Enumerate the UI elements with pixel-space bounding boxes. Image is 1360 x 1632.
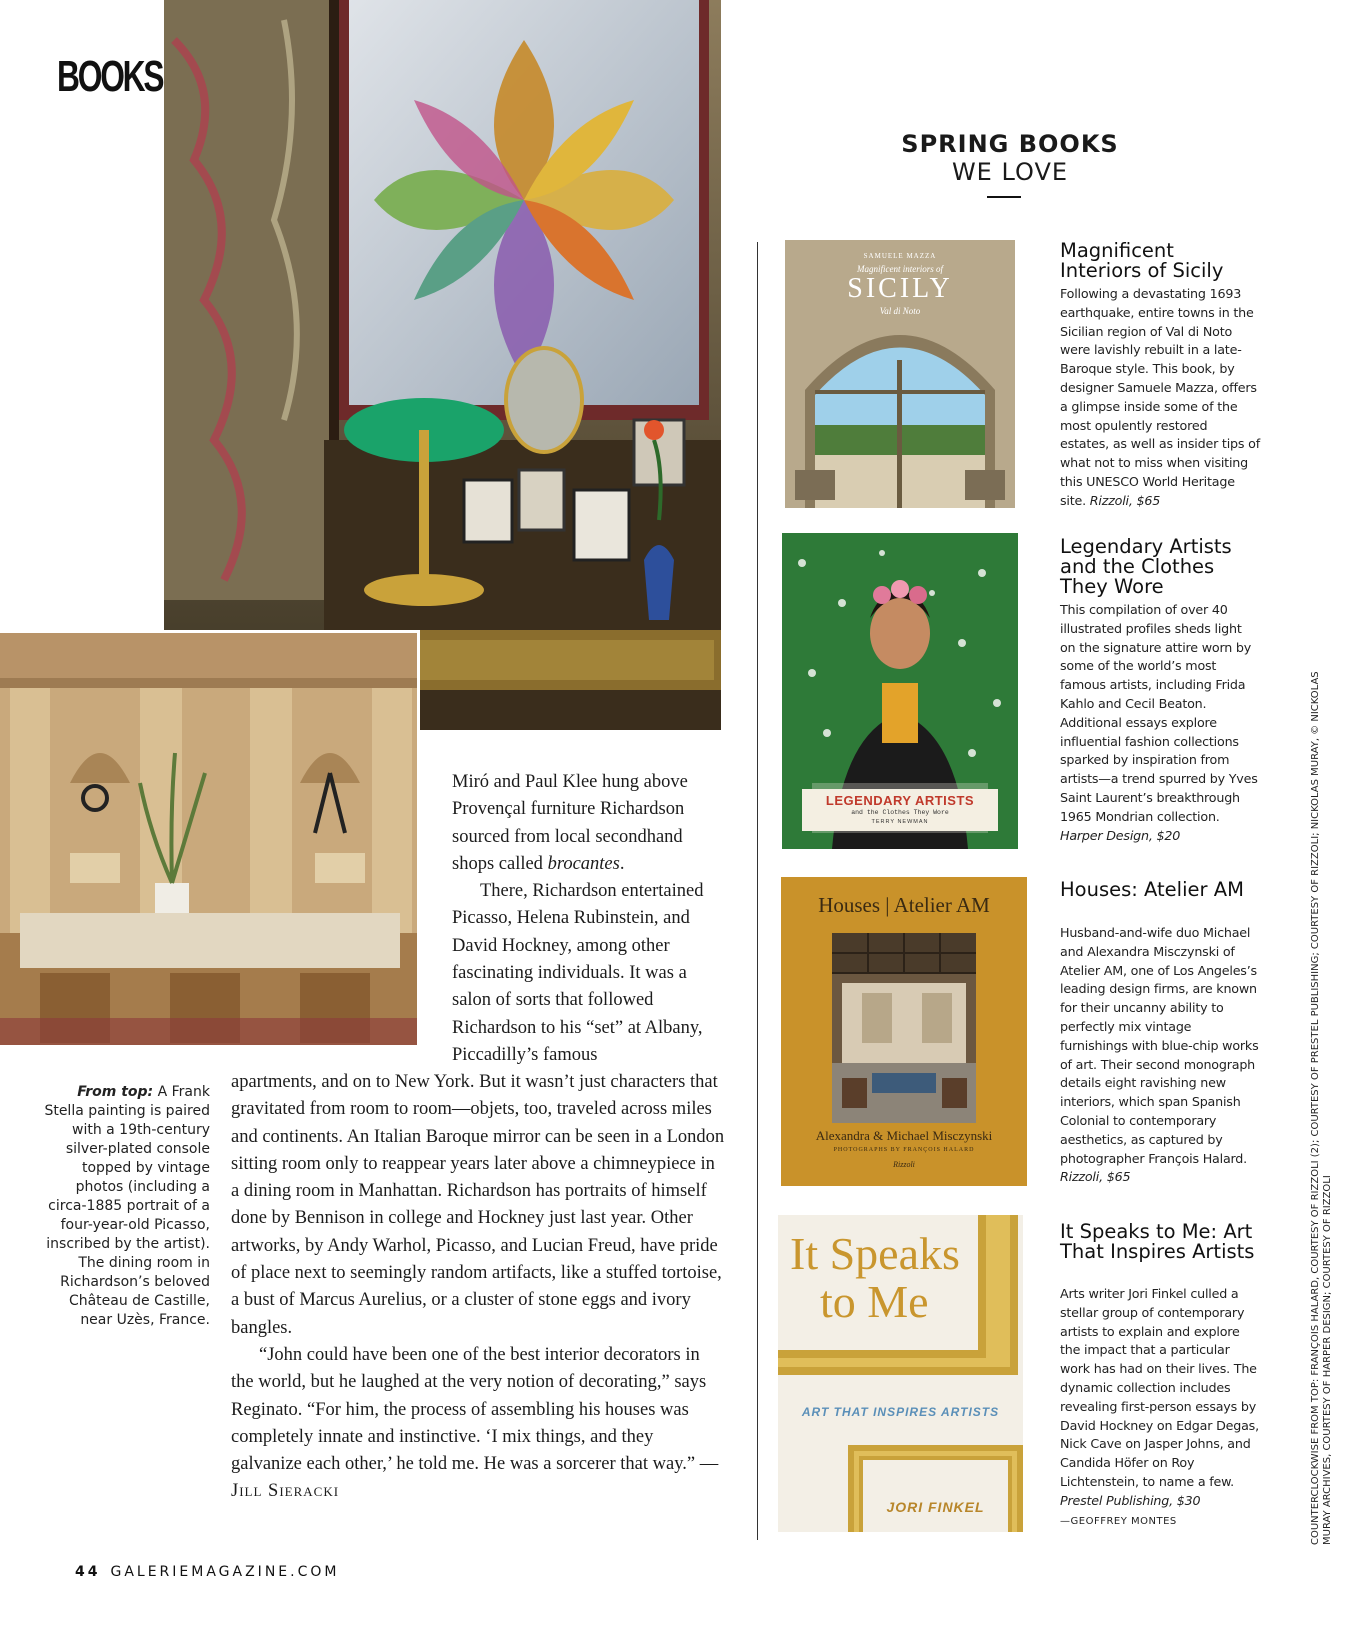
book-cover-atelier-am [781, 877, 1027, 1186]
book-cover-it-speaks-to-me [778, 1215, 1023, 1532]
heading-rule [987, 196, 1021, 198]
book-cover-sicily [785, 240, 1015, 508]
speaks-cover-author: JORI FINKEL [886, 1499, 985, 1515]
book-price-it-speaks-to-me: Prestel Publishing, $30 [1060, 1492, 1201, 1508]
book-description-atelier-am: Husband-and-wife duo Michael and Alexandra Misczynski of Atelier AM, one of Los Angeles’s leading design firms, are known for their uncanny ability to perfectly mix vintage furnishings with blue-chip works of art. Their second monograph details eight ravishing new interiors, which span Spanish Colonial to contemporary aesthetics, as captured by photographer François Halard. [1060, 925, 1259, 1166]
atelier-cover-title: Houses | Atelier AM [818, 893, 990, 917]
sicily-cover-tagline: Val di Noto [879, 306, 921, 316]
book-description-sicily: Following a devastating 1693 earthquake, entire towns in the Sicilian region of Val di Noto were lavishly rebuilt in a late-Baroque style. This book, by designer Samuele Mazza, offers a glimpse inside some of the most opulently restored estates, as well as insider tips of what not to miss when visiting this UNESCO World Heritage site. [1060, 286, 1260, 508]
book-title-legendary-artists: Legendary Artists and the Clothes They Wore [1060, 535, 1232, 598]
book-text-legendary-artists [1060, 601, 1260, 845]
book-text-sicily [1060, 285, 1260, 511]
speaks-cover-title-line1: It Speaks [790, 1228, 960, 1279]
atelier-interior-image [832, 933, 976, 1123]
sidebar-heading-line2: WE LOVE [951, 158, 1069, 186]
book-title-atelier-am: Houses: Atelier AM [1060, 878, 1244, 901]
sidebar-heading-line1: SPRING BOOKS [901, 130, 1119, 158]
stella-painting-photo [164, 0, 721, 730]
article-p1-text: Miró and Paul Klee hung above Provençal furniture Richardson sourced from local secondhand shops called [452, 772, 688, 874]
article-p2-continued: apartments, and on to New York. But it wasn’t just characters that gravitated from room to room—objets, too, traveled across miles and continents. An Italian Baroque mirror can be seen in a London sitting room only to reappear years later above a chimneypiece in a dining room in Manhattan. Richardson has portraits of himself done by Bennison in college and Hockney just last year. Other artworks, by Andy Warhol, Picasso, and Lucian Freud, have pride of place next to seemingly random artifacts, like a stuffed tortoise, a bust of Marcus Aurelius, or a cluster of stone eggs and ivory bangles. [231, 1072, 725, 1338]
sicily-cover-subtitle: Magnificent interiors of [857, 264, 943, 274]
dining-room-photo [0, 630, 420, 1045]
speaks-cover-title-line2: to Me [820, 1276, 929, 1327]
photo-caption [38, 1083, 210, 1330]
column-divider [757, 242, 758, 1540]
dining-room-image [0, 633, 417, 1045]
article-p1-italic: brocantes [547, 853, 620, 874]
atelier-cover-photographer: PHOTOGRAPHS BY FRANÇOIS HALARD [833, 1147, 975, 1153]
legendary-cover-subtitle: and the Clothes They Wore [851, 809, 949, 816]
book-text-it-speaks-to-me [1060, 1285, 1260, 1531]
book-price-atelier-am: Rizzoli, $65 [1060, 1169, 1131, 1185]
article-p1-end: . [619, 853, 625, 874]
article-p3: “John could have been one of the best interior decorators in the world, but he laughed at the very notion of decorating,” says Reginato. “For him, the process of assembling his houses was completely innate and instinctive. ‘I mix things, and they galvanize each other,’ he told me. He was a sorcerer that way.” — [231, 1344, 719, 1475]
atelier-cover-publisher: Rizzoli [893, 1160, 915, 1169]
book-description-legendary-artists: This compilation of over 40 illustrated profiles sheds light on the signature attire worn by some of the world’s most famous artists, including Frida Kahlo and Cecil Beaton. Additional essays explore influential fashion collections sparked by inspiration from artists—a trend spurred by Yves Saint Laurent’s breakthrough 1965 Mondrian collection. [1060, 602, 1258, 824]
book-description-it-speaks-to-me: Arts writer Jori Finkel culled a stellar group of contemporary artists to explain and explore the impact that a particular work has had on their lives. The dynamic collection includes revealing first-person essays by David Hockney on Edgar Degas, Nick Cave on Jasper Johns, and Candida Höfer on Roy Lichtenstein, to name a few. [1060, 1286, 1259, 1489]
legendary-cover-author: TERRY NEWMAN [871, 819, 929, 825]
atelier-cover-author: Alexandra & Michael Misczynski [815, 1128, 993, 1143]
article-body-lower [231, 1069, 725, 1506]
article-p2: There, Richardson entertained Picasso, Helena Rubinstein, and David Hockney, among other fascinating individuals. It was a salon of sorts that followed Richardson to his “set” at Albany, Piccadilly’s famous [452, 881, 704, 1065]
page-number: 44 [75, 1564, 101, 1580]
sicily-cover-title: SICILY [847, 273, 953, 304]
photo-credit: COUNTERCLOCKWISE FROM TOP: FRANÇOIS HALARD, COURTESY OF RIZZOLI (2); COURTESY OF PRESTEL PUBLISHING; COURTESY OF RIZZOLI; NICKOLAS MURAY, © NICKOLAS MURAY ARCHIVES, COURTESY OF HARPER DESIGN; COURTESY OF RIZZOLI [1310, 671, 1333, 1545]
book-text-atelier-am [1060, 924, 1260, 1187]
legendary-cover-title: LEGENDARY ARTISTS [825, 793, 975, 808]
book-title-sicily: Magnificent Interiors of Sicily [1060, 239, 1224, 282]
speaks-cover-subtitle: ART THAT INSPIRES ARTISTS [801, 1405, 1000, 1419]
page-footer [75, 1564, 339, 1580]
sicily-cover-author: SAMUELE MAZZA [863, 252, 937, 260]
book-byline: —GEOFFREY MONTES [1060, 1515, 1177, 1527]
book-cover-legendary-artists [782, 533, 1018, 849]
section-label: BOOKS [57, 52, 163, 101]
book-title-it-speaks-to-me: It Speaks to Me: Art That Inspires Artists [1060, 1220, 1255, 1263]
caption-lead: From top: [77, 1084, 154, 1100]
caption-text: A Frank Stella painting is paired with a 19th-century silver-plated console topped by vintage photos (including a circa-1885 portrait of a four-year-old Picasso, inscribed by the artist). The dining room in Richardson’s beloved Château de Castille, near Uzès, France. [44, 1084, 210, 1328]
article-signature: Jill Sieracki [231, 1481, 340, 1502]
article-body-upper [452, 769, 724, 1069]
book-price-sicily: Rizzoli, $65 [1089, 492, 1161, 508]
book-price-legendary-artists: Harper Design, $20 [1060, 827, 1181, 843]
footer-site: GALERIEMAGAZINE.COM [110, 1564, 340, 1580]
abstract-painting-image [164, 0, 721, 730]
